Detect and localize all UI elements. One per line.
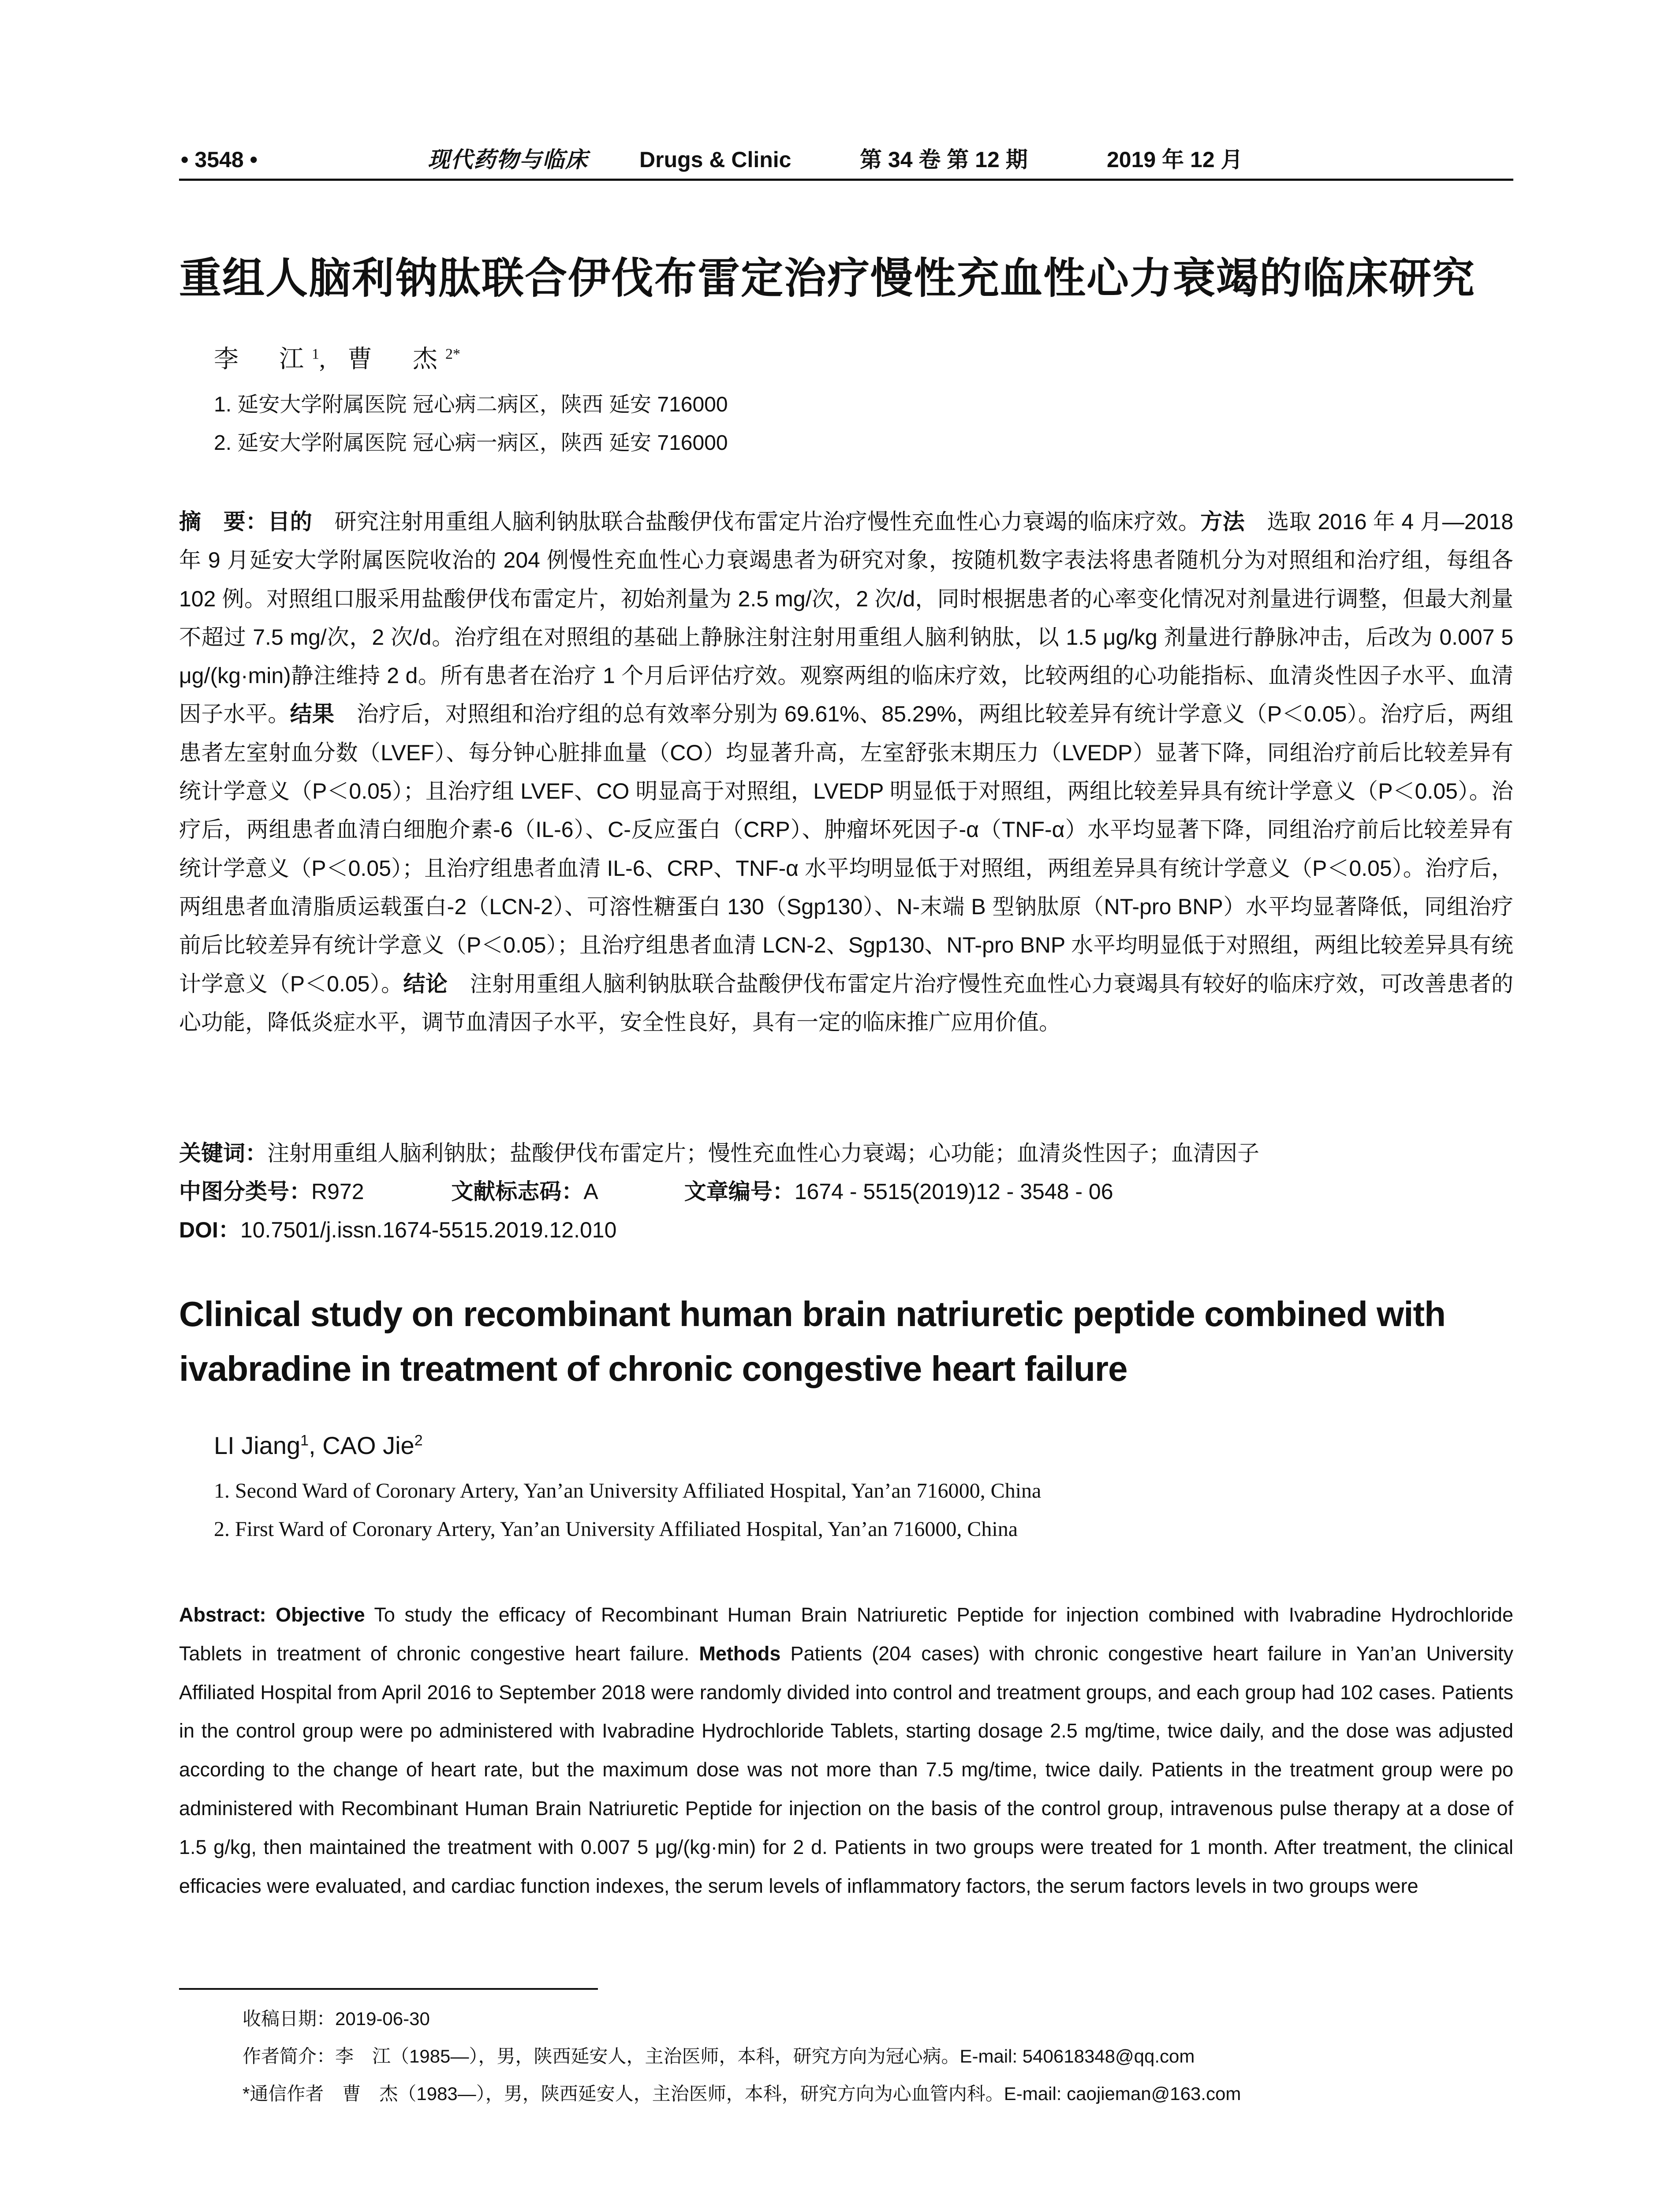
title-cn: 重组人脑利钠肽联合伊伐布雷定治疗慢性充血性心力衰竭的临床研究 [179, 255, 1475, 302]
doc-code-value: A [583, 1179, 597, 1204]
abstract-cn [179, 503, 1513, 1042]
author-2-cn: 曹 杰 [347, 346, 445, 373]
methods-label-cn: 方法 [1200, 509, 1245, 534]
footnote-rule [179, 1988, 598, 1990]
keywords-cn [179, 1136, 1259, 1167]
article-no-label: 文章编号： [684, 1179, 795, 1204]
journal-name-cn: 现代药物与临床 [428, 147, 588, 172]
classification-line [179, 1174, 1113, 1206]
affiliation-cn-2: 2. 延安大学附属医院 冠心病一病区，陕西 延安 716000 [214, 431, 728, 455]
article-no-value: 1674 - 5515(2019)12 - 3548 - 06 [794, 1179, 1113, 1204]
authors-cn [214, 340, 460, 375]
affiliation-en-1: 1. Second Ward of Coronary Artery, Yan’an University Affiliated Hospital, Yan’an 716000, China [214, 1479, 1042, 1502]
objective-text-cn: 研究注射用重组人脑利钠肽联合盐酸伊伐布雷定片治疗慢性充血性心力衰竭的临床疗效。 [312, 509, 1201, 534]
authors-en [214, 1431, 423, 1460]
doi-label: DOI： [179, 1218, 240, 1242]
results-text-cn: 治疗后，对照组和治疗组的总有效率分别为 69.61%、85.29%，两组比较差异有统计学意义（P＜0.05）。治疗后，两组患者左室射血分数（LVEF）、每分钟心脏排血量（CO）均显著升高，左室舒张末期压力（LVEDP）显著下降，同组治疗前后比较差异有统计学意义（P＜0.05）；且治疗组 LVEF、CO 明显高于对照组，LVEDP 明显低于对照组，两组比较差异具有统计学意义（P＜0.05）。治疗后，两组患者血清白细胞介素-6（IL-6）、C-反应蛋白（CRP）、肿瘤坏死因子-α（TNF-α）水平均显著下降，同组治疗前后比较差异有统计学意义（P＜0.05）；且治疗组患者血清 IL-6、CRP、TNF-α 水平均明显低于对照组，两组差异具有统计学意义（P＜0.05）。治疗后，两组患者血清脂质运载蛋白-2（LCN-2）、可溶性糖蛋白 130（Sgp130）、N-末端 B 型钠肽原（NT-pro BNP）水平均显著降低，同组治疗前后比较差异有统计学意义（P＜0.05）；且治疗组患者血清 LCN-2、Sgp130、NT-pro BNP 水平均明显低于对照组，两组比较差异具有统计学意义（P＜0.05）。 [179, 702, 1514, 996]
footnote-received [243, 2004, 430, 2031]
affiliation-en-2: 2. First Ward of Coronary Artery, Yan’an University Affiliated Hospital, Yan’an 716000, China [214, 1517, 1018, 1541]
volume-issue: 第 34 卷 第 12 期 [860, 147, 1028, 172]
author-bio-label: 作者简介： [243, 2046, 336, 2067]
page-number: • 3548 • [181, 147, 258, 172]
abstract-cn-label: 摘 要： [179, 509, 268, 534]
methods-text-cn: 选取 2016 年 4 月—2018 年 9 月延安大学附属医院收治的 204 例慢性充血性心力衰竭患者为研究对象，按随机数字表法将患者随机分为对照组和治疗组，每组各 102 例。对照组口服采用盐酸伊伐布雷定片，初始剂量为 2.5 mg/次，2 次/d，同时根据患者的心率变化情况对剂量进行调整，但最大剂量不超过 7.5 mg/次，2 次/d。治疗组在对照组的基础上静脉注射注射用重组人脑利钠肽，以 1.5 μg/kg 剂量进行静脉冲击，后改为 0.007 5 μg/(kg·min)静注维持 2 d。所有患者在治疗 1 个月后评估疗效。观察两组的临床疗效，比较两组的心功能指标、血清炎性因子水平、血清因子水平。 [179, 509, 1514, 727]
received-label: 收稿日期： [243, 2008, 336, 2029]
abstract-en-label: Abstract: [179, 1603, 266, 1626]
author-2-en-sup: 2 [414, 1432, 423, 1449]
results-label-cn: 结果 [290, 702, 335, 727]
footnote-author [243, 2042, 1195, 2068]
author-en-separator: , [309, 1431, 323, 1459]
author-1-sup: 1 [312, 346, 319, 363]
conclusion-text-cn: 注射用重组人脑利钠肽联合盐酸伊伐布雷定片治疗慢性充血性心力衰竭具有较好的临床疗效，可改善患者的心功能，降低炎症水平，调节血清因子水平，安全性良好，具有一定的临床推广应用价值。 [179, 971, 1514, 1035]
author-1-en: LI Jiang [214, 1431, 301, 1459]
affiliation-cn-1: 1. 延安大学附属医院 冠心病二病区，陕西 延安 716000 [214, 393, 728, 416]
clc-value: R972 [311, 1179, 364, 1204]
author-1-en-sup: 1 [300, 1432, 309, 1449]
journal-name-en: Drugs & Clinic [639, 147, 791, 172]
doi-value: 10.7501/j.issn.1674-5515.2019.12.010 [240, 1218, 617, 1242]
objective-label-en: Objective [276, 1603, 365, 1626]
abstract-en [179, 1596, 1513, 1905]
methods-label-en: Methods [699, 1642, 781, 1665]
issue-date: 2019 年 12 月 [1107, 147, 1243, 172]
running-header [181, 142, 1512, 177]
author-bio-text: 李 江（1985—），男，陕西延安人，主治医师，本科，研究方向为冠心病。E-mail: 540618348@qq.com [335, 2046, 1195, 2067]
keywords-text: 注射用重组人脑利钠肽；盐酸伊伐布雷定片；慢性充血性心力衰竭；心功能；血清炎性因子；血清因子 [267, 1141, 1259, 1166]
corresponding-label: *通信作者 [243, 2083, 343, 2104]
title-en: Clinical study on recombinant human brain natriuretic peptide combined with ivabradine in treatment of chronic congestive heart failure [179, 1294, 1445, 1388]
doi-line [179, 1212, 616, 1244]
received-date: 2019-06-30 [335, 2008, 430, 2029]
corresponding-text: 曹 杰（1983—），男，陕西延安人，主治医师，本科，研究方向为心血管内科。E-mail: caojieman@163.com [342, 2083, 1241, 2104]
footnote-corresponding [243, 2079, 1241, 2106]
author-1-cn: 李 江 [214, 346, 312, 373]
author-2-en: CAO Jie [322, 1431, 414, 1459]
author-2-sup: 2* [445, 346, 460, 363]
objective-label-cn: 目的 [268, 509, 313, 534]
header-rule [179, 179, 1513, 181]
clc-label: 中图分类号： [179, 1179, 311, 1204]
methods-text-en: Patients (204 cases) with chronic congestive heart failure in Yan’an University Affiliated Hospital from April 2016 to September 2018 were randomly divided into control and treatment groups, and each group had 102 cases. Patients in the control group were po administered with Ivabradine Hydrochloride Tablets, starting dosage 2.5 mg/time, twice daily, and the dose was adjusted according to the change of heart rate, but the maximum dose was not more than 7.5 mg/time, twice daily. Patients in the treatment group were po administered with Recombinant Human Brain Natriuretic Peptide for injection on the basis of the control group, intravenous pulse therapy at a dose of 1.5 g/kg, then maintained the treatment with 0.007 5 μg/(kg·min) for 2 d. Patients in two groups were treated for 1 month. After treatment, the clinical efficacies were evaluated, and cardiac function indexes, the serum levels of inflammatory factors, the serum factors levels in two groups were [179, 1642, 1514, 1897]
objective-text-en: To study the efficacy of Recombinant Human Brain Natriuretic Peptide for injection combined with Ivabradine Hydrochloride Tablets in treatment of chronic congestive heart failure. [179, 1603, 1513, 1665]
author-separator: , [319, 346, 333, 373]
doc-code-label: 文献标志码： [451, 1179, 584, 1204]
keywords-label: 关键词： [179, 1141, 267, 1166]
conclusion-label-cn: 结论 [403, 971, 448, 996]
